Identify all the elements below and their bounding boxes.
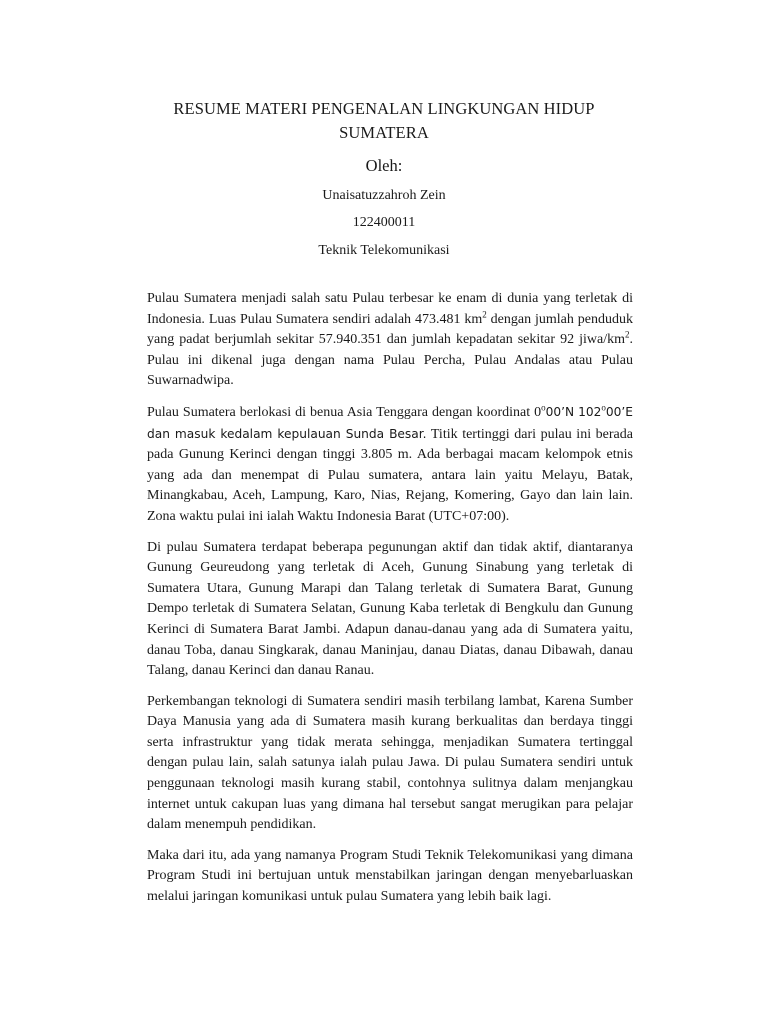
student-id: 122400011	[352, 215, 416, 230]
paragraph-5: Maka dari itu, ada yang namanya Program Studi Teknik Telekomunikasi yang dimana Program Studi ini bertujuan untuk menstabilkan jaringan dengan menyebarluaskan melalui jaringan komunikasi untuk pulau Sumatera yang lebih baik lagi.	[147, 847, 633, 905]
document-body	[147, 289, 633, 918]
paragraph-2-text-d: Titik tertinggi dari pulau ini berada pada Gunung Kerinci dengan tinggi 3.805 m. Ada berbagai macam kelompok etnis yang ada dan menempat di Pulau sumatera, antara lain yaitu Melayu, Batak, Minangkabau, Aceh, Lampung, Karo, Nias, Rejang, Komering, Gayo dan lain lain. Zona waktu pulai ini ialah Waktu Indonesia Barat (UTC+07:00).	[147, 426, 633, 524]
superscript-squared: 2	[482, 308, 487, 319]
paragraph-3: Di pulau Sumatera terdapat beberapa pegunungan aktif dan tidak aktif, diantaranya Gunung Geureudong yang terletak di Aceh, Gunung Sinabung yang terletak di Sumatera Utara, Gunung Marapi dan Talang terletak di Sumatera Barat, Gunung Dempo terletak di Sumatera Selatan, Gunung Kaba terletak di Bengkulu dan Gunung Kerinci di Sumatera Barat Jambi. Adapun danau-danau yang ada di Sumatera yaitu, danau Toba, danau Singkarak, danau Maninjau, danau Diatas, danau Dibawah, danau Talang, danau Kerinci dan danau Ranau.	[147, 539, 633, 679]
paragraph-1-text-b: dengan jumlah penduduk yang padat berjumlah sekitar 57.940.351 dan jumlah kepadatan sekitar 92 jiwa/km	[147, 311, 633, 348]
by-label: Oleh:	[365, 156, 403, 175]
paragraph-1-text-c: . Pulau ini dikenal juga dengan nama Pulau Percha, Pulau Andalas atau Pulau Suwarnadwipa.	[147, 332, 633, 389]
superscript-degree: o	[601, 402, 606, 413]
paragraph-4: Perkembangan teknologi di Sumatera sendiri masih terbilang lambat, Karena Sumber Daya Manusia yang ada di Sumatera masih kurang berkualitas dan berdaya tinggi serta infrastruktur yang tidak merata sehingga, menjadikan Sumatera tertinggal dengan pulau lain, salah satunya ialah pulau Jawa. Di pulau Sumatera sendiri untuk penggunaan teknologi masih kurang stabil, contohnya sulitnya dalam menjangkau internet untuk cakupan luas yang dimana hal tersebut sangat merugikan para pelajar dalam menempuh pendidikan.	[147, 693, 633, 833]
department-name: Teknik Telekomunikasi	[318, 243, 450, 258]
superscript-squared: 2	[625, 329, 630, 340]
author-name: Unaisatuzzahroh Zein	[322, 188, 446, 203]
coordinate-north: 00’N	[545, 404, 575, 419]
paragraph-1-text-a: Pulau Sumatera menjadi salah satu Pulau terbesar ke enam di dunia yang terletak di Indonesia. Luas Pulau Sumatera sendiri adalah 473.481 km	[147, 291, 633, 327]
superscript-degree: o	[541, 402, 546, 413]
coordinate-east-text: 00’E dan masuk kedalam kepulauan Sunda Besar.	[147, 404, 633, 441]
paragraph-2	[147, 402, 633, 528]
paragraph-2-text-a: Pulau Sumatera berlokasi di benua Asia Tenggara dengan koordinat 0	[147, 404, 542, 420]
coordinate-east-degrees: 102	[578, 404, 602, 419]
document-title: RESUME MATERI PENGENALAN LINGKUNGAN HIDUP SUMATERA	[173, 99, 595, 142]
paragraph-1	[147, 289, 633, 392]
